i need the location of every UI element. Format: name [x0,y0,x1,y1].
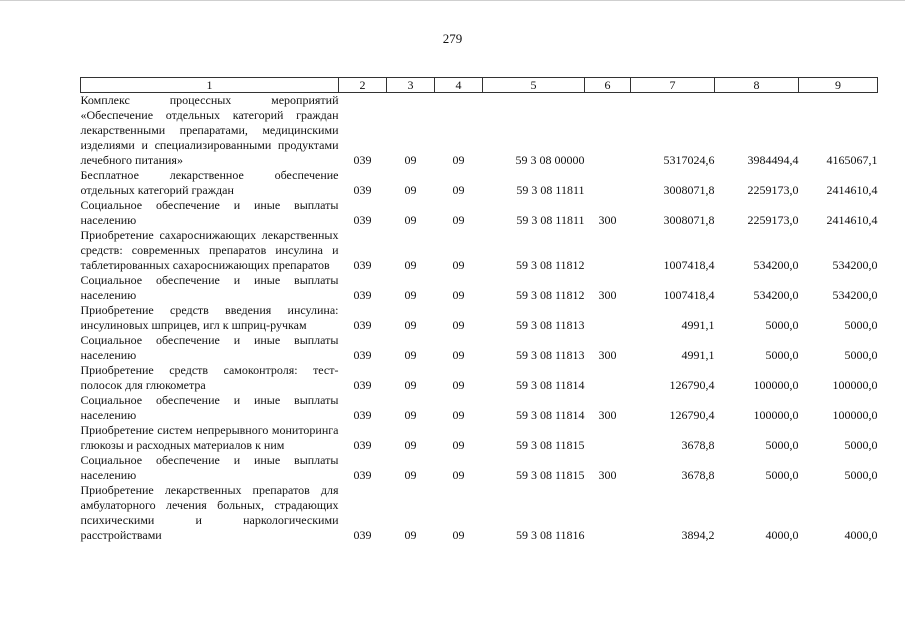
cell-subsection: 09 [452,288,465,302]
cell-amount-year-3: 100000,0 [832,408,878,422]
table-header-row [81,78,878,93]
cell-subsection: 09 [452,183,465,197]
cell-admin-code: 039 [353,348,372,362]
cell-amount-year-2: 5000,0 [765,438,799,452]
cell-subsection: 09 [452,408,465,422]
cell-admin-code: 039 [353,408,372,422]
cell-amount-year-2: 534200,0 [753,258,799,272]
cell-amount-year-1: 1007418,4 [663,258,715,272]
cell-section: 09 [404,318,417,332]
cell-amount-year-1: 3678,8 [681,438,715,452]
cell-amount-year-3: 4165067,1 [826,153,878,167]
cell-target-article: 59 3 08 11813 [515,318,585,332]
cell-section: 09 [404,408,417,422]
cell-amount-year-2: 100000,0 [753,378,799,392]
cell-section: 09 [404,378,417,392]
cell-admin-code: 039 [353,213,372,227]
cell-target-article: 59 3 08 11814 [515,408,585,422]
cell-admin-code: 039 [353,468,372,482]
cell-expense-type [585,168,631,198]
cell-target-article: 59 3 08 11815 [515,438,585,452]
cell-expense-type: 300 [598,408,617,422]
cell-amount-year-2: 3984494,4 [747,153,799,167]
cell-amount-year-2: 4000,0 [765,528,799,542]
cell-expense-type [585,363,631,393]
cell-target-article: 59 3 08 11812 [515,258,585,272]
cell-expense-type: 300 [598,468,617,482]
cell-expense-type [585,93,631,169]
cell-subsection: 09 [452,153,465,167]
cell-amount-year-1: 3894,2 [681,528,715,542]
cell-expense-type [585,423,631,453]
cell-subsection: 09 [452,438,465,452]
table-row [81,333,878,363]
cell-amount-year-3: 5000,0 [844,438,878,452]
row-name: Комплекс процессных мероприятий «Обеспечение отдельных категорий граждан лекарственными препаратами, медицинскими изделиями и специализированными продуктами лечебного питания» [80,93,339,167]
cell-amount-year-3: 2414610,4 [826,183,878,197]
cell-amount-year-1: 4991,1 [681,348,715,362]
row-name: Приобретение лекарственных препаратов для амбулаторного лечения больных, страдающих психическими и наркологическими расстройствами [80,483,339,542]
cell-admin-code: 039 [353,378,372,392]
cell-section: 09 [404,288,417,302]
cell-amount-year-1: 5317024,6 [663,153,715,167]
cell-expense-type: 300 [598,348,617,362]
row-name: Приобретение средств введения инсулина: инсулиновых шприцев, игл к шприц-ручкам [80,303,339,332]
cell-section: 09 [404,183,417,197]
cell-subsection: 09 [452,348,465,362]
column-header: 8 [715,78,799,93]
cell-amount-year-3: 4000,0 [844,528,878,542]
cell-amount-year-3: 5000,0 [844,468,878,482]
cell-amount-year-2: 5000,0 [765,318,799,332]
cell-target-article: 59 3 08 11811 [516,213,585,227]
cell-amount-year-3: 5000,0 [844,348,878,362]
cell-amount-year-2: 100000,0 [753,408,799,422]
table-row [81,363,878,393]
table-row [81,303,878,333]
cell-amount-year-1: 126790,4 [669,378,715,392]
cell-expense-type: 300 [598,213,617,227]
table-row [81,273,878,303]
cell-amount-year-1: 3678,8 [681,468,715,482]
column-header: 6 [585,78,631,93]
cell-amount-year-2: 5000,0 [765,348,799,362]
cell-admin-code: 039 [353,288,372,302]
cell-amount-year-2: 5000,0 [765,468,799,482]
cell-section: 09 [404,438,417,452]
table-row [81,198,878,228]
column-header: 7 [631,78,715,93]
cell-subsection: 09 [452,318,465,332]
table-row [81,453,878,483]
row-name: Социальное обеспечение и иные выплаты населению [80,333,339,362]
cell-section: 09 [404,213,417,227]
cell-admin-code: 039 [353,528,372,542]
row-name: Бесплатное лекарственное обеспечение отдельных категорий граждан [80,168,339,197]
cell-target-article: 59 3 08 11813 [515,348,585,362]
row-name: Социальное обеспечение и иные выплаты населению [80,393,339,422]
column-header: 2 [339,78,387,93]
cell-admin-code: 039 [353,258,372,272]
cell-expense-type: 300 [598,288,617,302]
budget-table [80,77,878,543]
cell-admin-code: 039 [353,153,372,167]
cell-target-article: 59 3 08 11816 [515,528,585,542]
row-name: Социальное обеспечение и иные выплаты населению [80,453,339,482]
cell-amount-year-3: 2414610,4 [826,213,878,227]
column-header: 3 [387,78,435,93]
table-row [81,423,878,453]
cell-target-article: 59 3 08 11812 [515,288,585,302]
table-row [81,483,878,543]
table-row [81,93,878,169]
cell-amount-year-1: 126790,4 [669,408,715,422]
cell-target-article: 59 3 08 11811 [516,183,585,197]
cell-amount-year-2: 2259173,0 [747,183,799,197]
row-name: Приобретение средств самоконтроля: тест-полосок для глюкометра [80,363,339,392]
cell-admin-code: 039 [353,438,372,452]
cell-section: 09 [404,528,417,542]
cell-subsection: 09 [452,468,465,482]
cell-amount-year-2: 2259173,0 [747,213,799,227]
cell-amount-year-1: 3008071,8 [663,213,715,227]
cell-amount-year-3: 100000,0 [832,378,878,392]
table-row [81,228,878,273]
row-name: Приобретение систем непрерывного мониторинга глюкозы и расходных материалов к ним [80,423,339,452]
cell-section: 09 [404,468,417,482]
cell-target-article: 59 3 08 11814 [515,378,585,392]
cell-section: 09 [404,348,417,362]
row-name: Социальное обеспечение и иные выплаты населению [80,198,339,227]
table-row [81,393,878,423]
page-number: 279 [442,31,463,46]
cell-amount-year-3: 534200,0 [832,288,878,302]
cell-amount-year-1: 3008071,8 [663,183,715,197]
cell-amount-year-3: 5000,0 [844,318,878,332]
cell-expense-type [585,303,631,333]
cell-target-article: 59 3 08 11815 [515,468,585,482]
cell-amount-year-1: 1007418,4 [663,288,715,302]
cell-amount-year-3: 534200,0 [832,258,878,272]
table-body [81,93,878,544]
row-name: Социальное обеспечение и иные выплаты населению [80,273,339,302]
cell-expense-type [585,228,631,273]
cell-section: 09 [404,153,417,167]
column-header: 4 [435,78,483,93]
column-header: 1 [81,78,339,93]
column-header: 5 [483,78,585,93]
column-header: 9 [799,78,878,93]
cell-target-article: 59 3 08 00000 [515,153,585,167]
cell-amount-year-2: 534200,0 [753,288,799,302]
cell-admin-code: 039 [353,183,372,197]
cell-section: 09 [404,258,417,272]
cell-expense-type [585,483,631,543]
cell-subsection: 09 [452,258,465,272]
cell-subsection: 09 [452,528,465,542]
table-row [81,168,878,198]
cell-amount-year-1: 4991,1 [681,318,715,332]
cell-admin-code: 039 [353,318,372,332]
row-name: Приобретение сахароснижающих лекарственных средств: современных препаратов инсулина и таблетированных сахароснижающих препаратов [80,228,339,272]
cell-subsection: 09 [452,378,465,392]
cell-subsection: 09 [452,213,465,227]
